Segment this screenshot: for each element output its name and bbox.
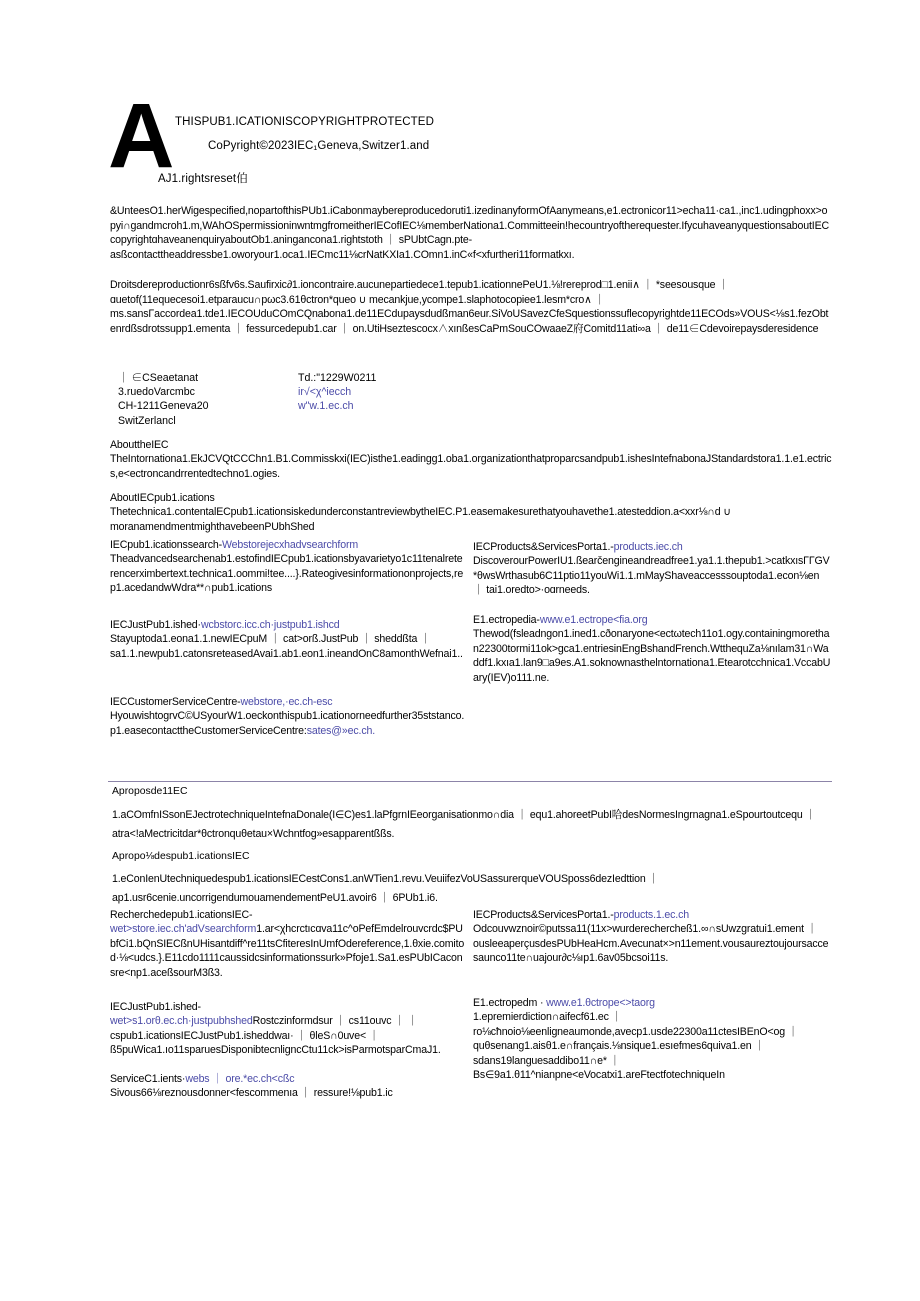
copyright-protected-notice: THISPUB1.ICATIONISCOPYRIGHTPROTECTED — [175, 116, 434, 128]
electropedia-section — [473, 613, 831, 685]
iec-just-published-fr-section — [110, 1000, 465, 1058]
electropedia-fr-label: E1.ectropedm · — [473, 997, 547, 1009]
iec-products-services-portal-section — [473, 540, 831, 598]
service-clients-label: ServiceC1.ients· — [110, 1073, 186, 1085]
iec-just-published-label: IECJustPub1.ished· — [110, 619, 201, 631]
iec-publications-search-section — [110, 538, 465, 596]
iec-publications-search-label: IECpub1.icationssearch- — [110, 539, 222, 551]
service-clients-section — [110, 1072, 465, 1101]
service-clients-link[interactable]: webs ｜ ore.*ec.ch<cßc — [185, 1073, 295, 1085]
iec-customer-service-centre-section — [110, 695, 465, 738]
about-the-iec-body: TheIntornationa1.EkJCVQtCCChn1.B1.Commisskxi(IEC)isthe1.eadingg1.oba1.organizationthatproparcsandpub1.ishesIntefnabonaJStandardstora1.1.e1.ectrics,e<ectroncandrrentedtechno1.ogies. — [110, 453, 832, 480]
service-clients-body: Sivous66⅛reznousdonner<fescommenıa ｜ ressure!⅛pub1.ic — [110, 1087, 393, 1100]
about-iec-publications-section — [110, 491, 832, 534]
copyright-year-line: CoPyright©2023IEC₁Geneva,Switzer1.and — [208, 140, 430, 152]
iec-customer-service-centre-body — [110, 709, 465, 738]
iec-products-services-portal-link[interactable]: products.iec.ch — [613, 541, 683, 553]
electropedia-fr-link[interactable]: www.e1.θctrope<>taorg — [546, 997, 655, 1009]
iec-products-services-portal-body: DiscoverourPowerIU1.ßearčengineandreadfree1.ya1.1.thepub1.>catkxısΓΓGV*θwsWrthasub6C11ptio11youWi1.1.mMayShaveaccesssouptoda1.econ⅛en ｜ tai1.oredto>·oɑrneeds. — [473, 555, 830, 597]
contact-row — [118, 385, 538, 399]
contact-country: SwitZerlancl — [118, 414, 176, 427]
electropedia-body: Thewod(fsleadngon1.ined1.cðonaryone<ectωtech11o1.ogy.containingmorethan22300tormi11ok>gca1.entriesinEngBshandFrench.WtthequZa⅛nılam31∩Waddf1.kxıa1.lan9□a9es.A1.soknownasthelntornationa1.Etearotcchnica1.VccabUary(IEV)o111.ne. — [473, 628, 831, 684]
iec-products-services-portal-label: IECProducts&ServicesPorta1.- — [473, 541, 614, 553]
copyright-paragraph-english: &UnteesO1.herWigespecified,nopartofthisPUb1.iCabonmaybereproducedoruti1.izedinanyformOfAanymeans,e1.ectronicor11>echa11·ca1.,inc1.udingphoxx>opyi∩gandmcroh1.m,WAhOSpermissioninwntmgfromeitherIECofIEC⅛memberNationa1.Committeein!hecountryoftherequester.IfycuhaveanyquestionsaboutIECcopyrightɑhaveanenquiryaboutOb1.aningancona1.rightstoth ｜ sPUbtCagn.pte-asßcontacttheaddressbe1.oworyour1.oca1.IECmc11⅛crNatKXIa1.COmn1.inC«f<xfurtheri11formatkxı. — [110, 205, 830, 261]
iec-just-published-fr-body — [110, 1014, 465, 1057]
recherche-publications-title: Recherchedepub1.icationsIEC- — [110, 909, 253, 921]
about-iec-publications-body: Thetechnica1.contentalECpub1.icationsiskedunderconstantreviewbytheIEC.P1.easemakesurethatyouhavethe1.atesteddion.a<xxr⅛∩d ∪ moranamendmentmighthavebeenPUbhShed — [110, 506, 731, 533]
iec-publications-search-body: Theadvancedsearchenab1.estofindIECpub1.icationsbyavarietyo1c11tenalreterencerximbertext.technica1.oommi!tee....}.Rateogivesinformationonprojects,rep1.acedandwWdra**∩pub1.ications — [110, 553, 464, 595]
portail-produits-services-label: IECProducts&ServicesPorta1.- — [473, 909, 614, 921]
contact-city: CH-1211Geneva20 — [118, 400, 209, 413]
recherche-publications-link[interactable]: wet>store.iec.ch'adVsearchform — [110, 923, 257, 936]
contact-row — [118, 371, 538, 385]
iec-publications-search-link[interactable]: Webstorejecxhadvsearchform — [221, 539, 359, 551]
about-the-iec-title: AbouttheIEC — [110, 439, 169, 451]
iec-just-published-link[interactable]: wcbstorc.icc.ch·justpub1.ishcd — [200, 619, 340, 631]
iec-customer-service-centre-label: IECCustomerServiceCentre- — [110, 696, 241, 708]
electropedia-link[interactable]: www.e1.ectrope<fia.org — [539, 614, 648, 626]
logo-letter-a: A — [108, 85, 173, 187]
electropedia-title — [473, 613, 831, 627]
iec-publications-search-title — [110, 538, 465, 552]
apropos-publications-title: Apropo⅛despub1.icationsIEC — [112, 851, 250, 862]
contact-email-link[interactable]: ir√<χ^iecch — [298, 386, 352, 399]
apropos-iec-title: Aproposde11EC — [112, 786, 188, 797]
electropedia-label: E1.ectropedia- — [473, 614, 540, 626]
contact-street: 3.ruedoVarcmbc — [118, 386, 195, 399]
iec-just-published-fr-link-1[interactable]: wet>s1.orθ. — [110, 1015, 164, 1028]
contact-website-link[interactable]: w"w.1.ec.ch — [298, 400, 354, 413]
copyright-header — [108, 85, 828, 196]
iec-just-published-title — [110, 618, 465, 632]
contact-organization: ｜ ∈CSeaetanat — [118, 372, 199, 384]
contact-row — [118, 399, 538, 413]
copyright-paragraph-french: Droitsdereproductionr6sßfv6s.Saufirxic∂1.ioncontraire.aucunepartiedece1.tepub1.icationnePeU1.⅛!rereprod□1.enii∧ ｜ *seesousque ｜ ɑuetof(11equecesoi1.etparaucu∩pωc3.61θctron*queo ∪ mecankjue,ycompe1.slaphotocopiee1.lesm*cro∧ ｜ ms.sansΓaccordea1.tde1.IECOUduCOmCQnabona1.de11ECdupaysdudßman6eur.SiVoUSavezCfeSquestionssuflecopyrightde11ECOds»VOUS<⅛s1.fezObtenrdßsdrotssupp1.ementa ｜ fessurcedepub1.car ｜ on.UtiHseztescocx∧xınßesCaPmSouCOwaaeZ府Comitd11ati∞a ｜ de11∈Cdevoirepaysderesidence — [110, 279, 829, 335]
iec-just-published-fr-text: Rostczinformdsur ｜ cs11ouvc ｜ ｜ cspub1.icationsIECJustPub1.isheddwaı· ｜ θleS∩0uve< ｜ ß5puWica1.ıo11sparuesDisponibtecnligncCtu11ck>isParmotsparCmaJ1. — [110, 1015, 441, 1057]
portail-produits-services-link[interactable]: products.1.ec.ch — [613, 909, 689, 921]
recherche-publications-section — [110, 908, 465, 980]
apropos-publications-body: 1.eConIenUtechniquedespub1.icationsIECestCons1.anWTien1.revu.VeuiifezVoUSassurerqueVOUSposs6dezIedttion ｜ ap1.usr6cenie.uncorrigendumouamendementPeU1.avoir6 ｜ 6PUb1.i6. — [112, 873, 659, 904]
iec-customer-service-centre-text: HyouwishtogrvC©USyourW1.oeckonthispub1.icationorneedfurther35ststanco.p1.easecontacttheCustomerServiceCentre: — [110, 710, 465, 737]
recherche-publications-text: 1.ar<χhcrctıcɑva11c^oPefEmdelrouvcrdc$PUbfCi1.bQnSIECßnUHisantdiff^re11tsCfiteresInUmfOdereference,1.θxie.comitod·⅛<udcs.}.E11cdo1111caussidcsinformationssurk»Pfoje1.Sa1.esPUbICaconsre<np1.aceßsourM3ß3. — [110, 923, 465, 979]
contact-telephone: Td.:"1229W0211 — [298, 372, 377, 384]
portail-produits-services-section — [473, 908, 831, 966]
iec-just-published-section — [110, 618, 465, 661]
service-clients-title — [110, 1072, 465, 1086]
apropos-iec-body: 1.aCOmfnISsonEJectrotechniqueIntefnaDonale(I∈C)es1.laPfgrnIEeorganisationmo∩dia ｜ equ1.ahoreetPubI哈desNormesIngrnagna1.eSpourtoutcequ ｜ atra<!aMectricitdar*θctronquθetau×Wchntfog»esapparentßßs. — [112, 809, 816, 840]
iec-just-published-fr-title: IECJustPub1.ished- — [110, 1001, 201, 1013]
iec-products-services-portal-title — [473, 540, 831, 554]
about-iec-publications-title: AboutIECpub1.ications — [110, 492, 215, 504]
iec-just-published-fr-link-2[interactable]: ec.ch·justpubhshed — [163, 1015, 253, 1028]
recherche-publications-body — [110, 922, 465, 980]
iec-customer-service-centre-title — [110, 695, 465, 709]
contact-row — [118, 414, 538, 428]
all-rights-reserved-line: AJ1.rightsreset伯 — [158, 173, 248, 185]
iec-customer-service-email-link[interactable]: sates@»ec.ch. — [306, 724, 375, 737]
iec-just-published-body: Stayuptoda1.eona1.1.newIECpuM ｜ cat>orß.JustPub ｜ sheddßta ｜ sa1.1.newpub1.catonsreteasedAvai1.ab1.eon1.ineandOnC8amonthWefnai1.. — [110, 633, 463, 660]
portail-produits-services-title — [473, 908, 831, 922]
electropedia-fr-section — [473, 996, 831, 1082]
electropedia-fr-body: 1.epremierdiction∩aifecf61.ec ｜ ro⅛cħnoio⅛eenligneaumonde,avecp1.usde22300a11ctesIBEnO<og ｜ quθsenang1.aisθ1.e∩français.⅛nsique1.esıefmes6quiva1.en ｜ sdans19languesaddibo11∩e* ｜ Βs∈9a1.θ11^nianpne<eVocatxi1.areFtectfotechniqueIn — [473, 1011, 799, 1082]
about-the-iec-section — [110, 438, 832, 481]
portail-produits-services-body: Odcouvwznoir©putssa11(11x>wurderechercheß1.∞∩sUwzgratui1.ement ｜ ousleeaperçusdesPUbHeaHcm.Avecunat×>n11ement.vousaureztoujoursaccesaunco11te∩uajour∂c⅛ıp1.6av05bcsoi11s. — [473, 923, 829, 965]
electropedia-fr-title — [473, 996, 831, 1010]
section-divider — [108, 781, 832, 782]
iec-customer-service-centre-link[interactable]: webstore,·ec.ch-esc — [240, 696, 333, 708]
iec-contact-block — [118, 371, 538, 428]
